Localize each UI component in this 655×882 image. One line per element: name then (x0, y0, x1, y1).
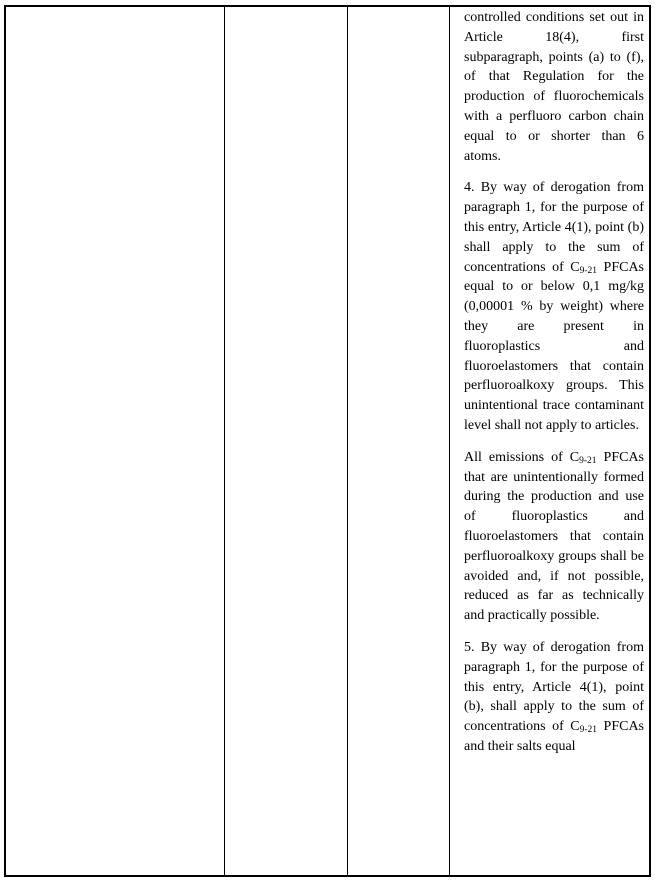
table-cell-provisions-text (450, 7, 649, 875)
table-cell-empty-2 (225, 7, 348, 875)
table-cell-empty-1 (6, 7, 225, 875)
text-segment: PFCAs and their salts equal (464, 719, 645, 754)
regulation-table (4, 5, 651, 877)
text-segment: controlled conditions set out in Article 18(4), first subparagraph, points (a) to (f), of that Regulation for the production of fluorochemicals with a perfluoro carbon chain equal to or shorter than 6 atoms. (464, 10, 644, 164)
paragraph (464, 638, 644, 757)
paragraph (464, 8, 644, 166)
text-segment: PFCAs equal to or below 0,1 mg/kg (0,00001 % by weight) where they are present in fluoroplastics and fluoroelastomers that contain perfluoroalkoxy groups. This unintentional trace contaminant level shall not apply to articles. (464, 259, 645, 433)
paragraph (464, 448, 644, 626)
chemical-subscript: 9-21 (579, 455, 597, 466)
chemical-subscript: 9-21 (579, 725, 598, 736)
text-segment: All emissions of C (464, 449, 580, 465)
chemical-subscript: 9-21 (579, 265, 598, 276)
text-segment: PFCAs that are unintentionally formed during the production and use of fluoroplastics and fluoroelastomers that contain perfluoroalkoxy groups shall be avoided and, if not possible, reduced as far as technically and practically possible. (464, 449, 644, 624)
table-cell-empty-3 (348, 7, 450, 875)
text-segment: 5. By way of derogation from paragraph 1, for the purpose of this entry, Article 4(1), point (b), shall apply to the sum of concentrations of C (464, 639, 644, 735)
paragraph (464, 178, 644, 435)
text-segment: 4. By way of derogation from paragraph 1, for the purpose of this entry, Article 4(1), point (b) shall apply to the sum of concentrations of C (464, 180, 644, 275)
